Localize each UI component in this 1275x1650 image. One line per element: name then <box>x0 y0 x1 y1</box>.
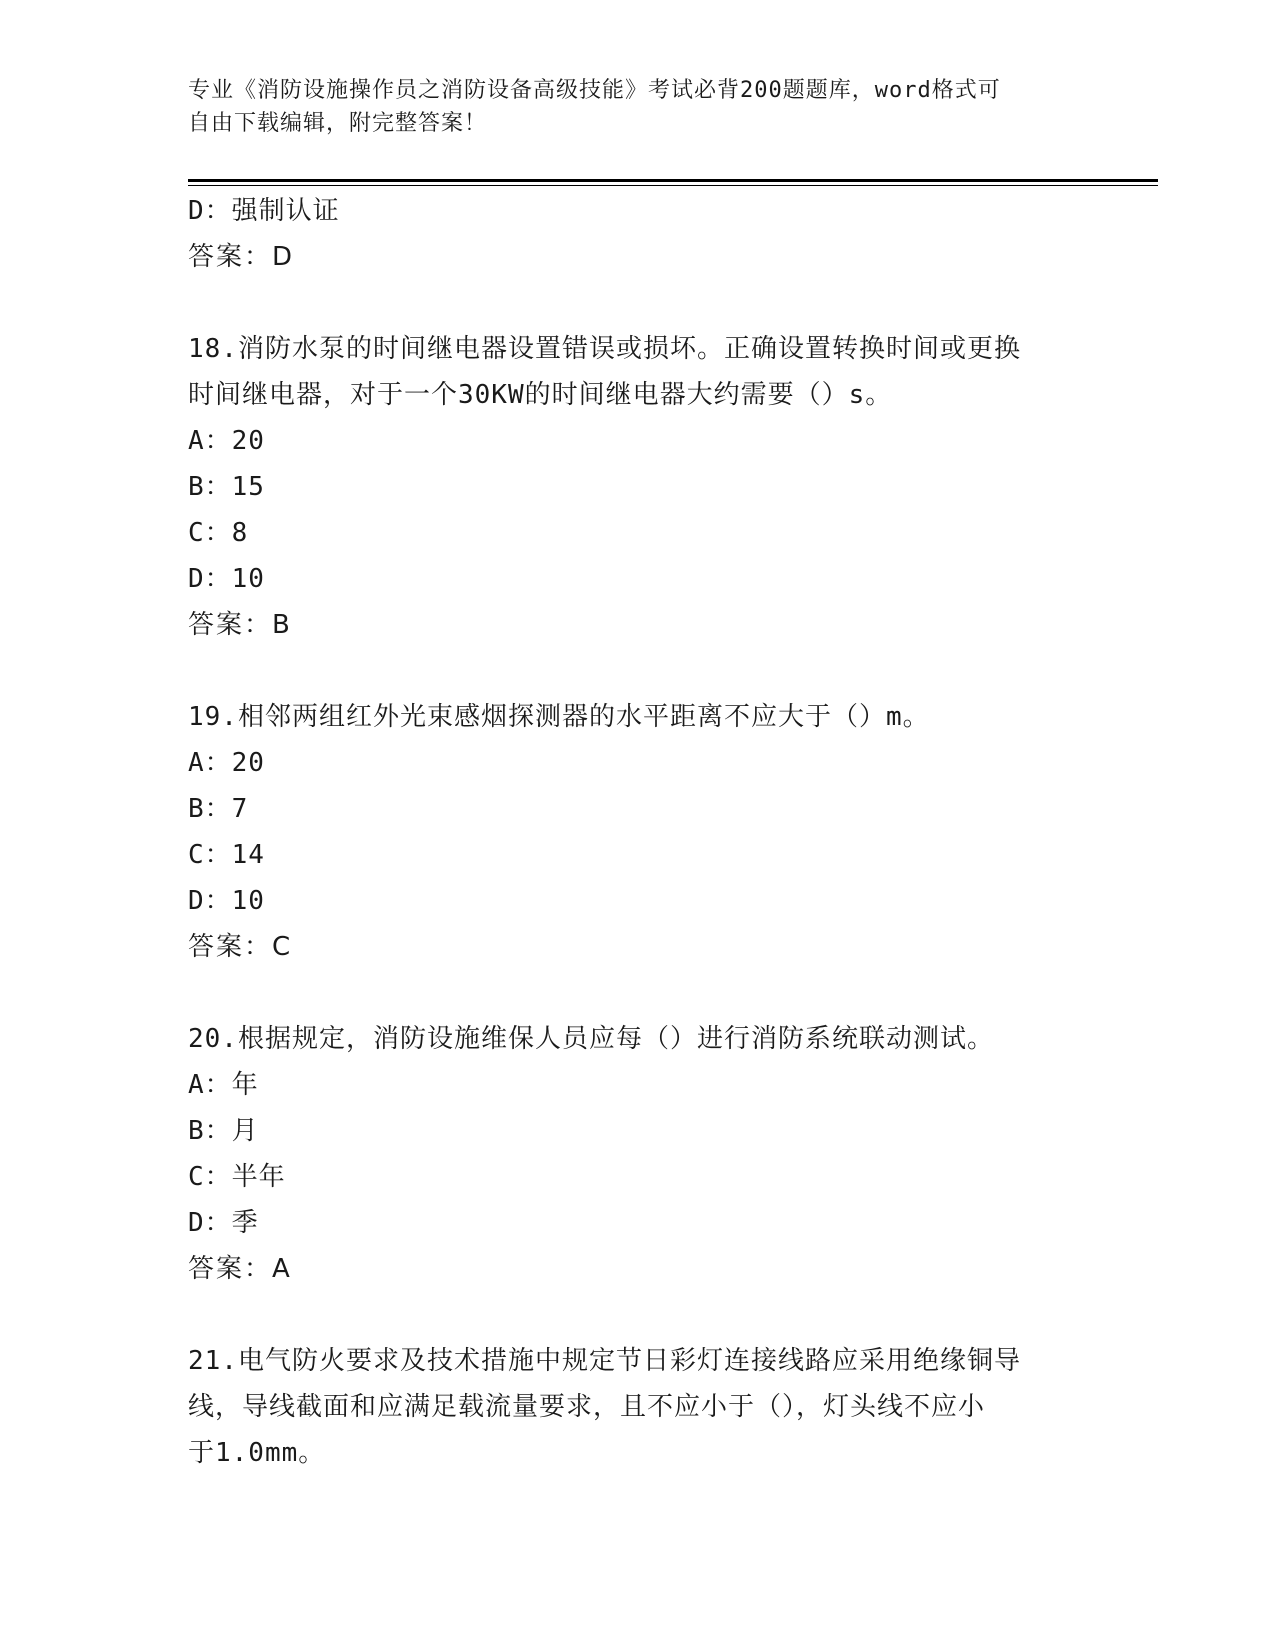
question-text-line: 19.相邻两组红外光束感烟探测器的水平距离不应大于（）m。 <box>188 702 930 732</box>
option-b: B：15 <box>188 472 265 502</box>
header-rule-thick <box>188 179 1158 182</box>
header-rule-thin <box>188 185 1158 186</box>
question-list <box>188 188 1088 1476</box>
question-text-line: 21.电气防火要求及技术措施中规定节日彩灯连接线路应采用绝缘铜导 <box>188 1346 1021 1376</box>
answer: 答案：B <box>188 610 292 640</box>
option-d: D：10 <box>188 886 265 916</box>
answer: 答案：A <box>188 1254 292 1284</box>
option-c: C：半年 <box>188 1162 286 1192</box>
question-text-line: 时间继电器，对于一个30KW的时间继电器大约需要（）s。 <box>188 380 893 410</box>
prev-option-d: D：强制认证 <box>188 196 340 226</box>
question-text <box>188 1338 1088 1476</box>
option-b: B：月 <box>188 1116 259 1146</box>
question-19 <box>188 694 1088 970</box>
option-d: D：10 <box>188 564 265 594</box>
question-text <box>188 326 1088 418</box>
question-text-line: 于1.0mm。 <box>188 1438 326 1468</box>
document-header <box>188 74 1088 140</box>
question-text <box>188 694 1088 740</box>
option-a: A：20 <box>188 426 265 456</box>
option-b: B：7 <box>188 794 249 824</box>
option-d: D：季 <box>188 1208 259 1238</box>
option-c: C：14 <box>188 840 265 870</box>
header-line-2: 自由下载编辑，附完整答案！ <box>188 111 488 136</box>
question-text-line: 18.消防水泵的时间继电器设置错误或损坏。正确设置转换时间或更换 <box>188 334 1021 364</box>
prev-answer: 答案：D <box>188 242 295 272</box>
option-c: C：8 <box>188 518 249 548</box>
option-a: A：年 <box>188 1070 259 1100</box>
question-18 <box>188 326 1088 648</box>
question-text <box>188 1016 1088 1062</box>
option-a: A：20 <box>188 748 265 778</box>
question-20 <box>188 1016 1088 1292</box>
question-text-line: 20.根据规定，消防设施维保人员应每（）进行消防系统联动测试。 <box>188 1024 994 1054</box>
answer: 答案：C <box>188 932 293 962</box>
question-21 <box>188 1338 1088 1476</box>
header-line-1: 专业《消防设施操作员之消防设备高级技能》考试必背200题题库，word格式可 <box>188 78 1001 103</box>
question-text-line: 线，导线截面和应满足载流量要求，且不应小于（），灯头线不应小 <box>188 1392 986 1422</box>
